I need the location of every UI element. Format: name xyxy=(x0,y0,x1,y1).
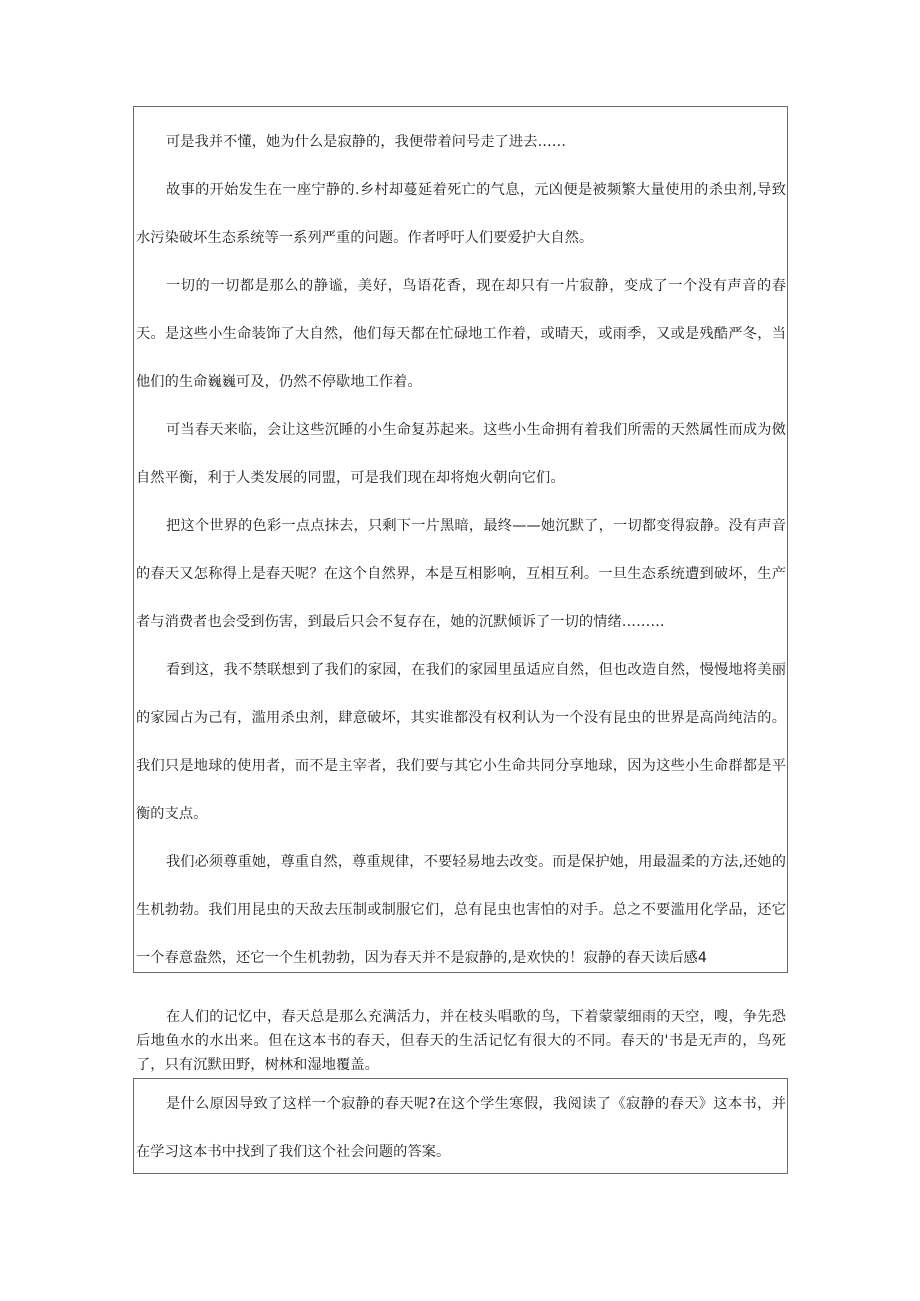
paragraph-7: 我们必须尊重她，尊重自然，尊重规律，不要轻易地去改变。而是保护她，用最温柔的方法,还她的生机勃勃。我们用昆虫的天敌去压制或制服它们，总有昆虫也害怕的对手。总之不要滥用化学品，还它一个春意盎然，还它一个生机勃勃，因为春天并不是寂静的,是欢快的！寂静的春天读后感4 xyxy=(136,854,786,966)
paragraph-3: 一切的一切都是那么的静谧，美好，鸟语花香，现在却只有一片寂静，变成了一个没有声音的春天。是这些小生命装饰了大自然，他们每天都在忙碌地工作着，或晴天，或雨季，又或是残酷严冬，当他们的生命巍巍可及，仍然不停歇地工作着。 xyxy=(136,278,786,390)
paragraph-8: 在人们的记忆中，春天总是那么充满活力，并在枝头唱歌的鸟，下着蒙蒙细雨的天空，嗖，争先恐后地鱼水的水出来。但在这本书的春天，但春天的生活记忆有很大的不同。春天的'书是无声的，鸟死了，只有沉默田野，树林和湿地覆盖。 xyxy=(136,1009,786,1073)
paragraph-9: 是什么原因导致了这样一个寂静的春天呢?在这个学生寒假，我阅读了《寂静的春天》这本书，并在学习这本书中找到了我们这个社会问题的答案。 xyxy=(136,1096,786,1160)
paragraph-2: 故事的开始发生在一座宁静的.乡村却蔓延着死亡的气息，元凶便是被频繁大量使用的杀虫剂,导致水污染破坏生态系统等一系列严重的问题。作者呼吁人们要爱护大自然。 xyxy=(136,182,786,246)
paragraph-6: 看到这，我不禁联想到了我们的家园，在我们的家园里虽适应自然，但也改造自然，慢慢地将美丽的家园占为己有，滥用杀虫剂，肆意破坏，其实谁都没有权利认为一个没有昆虫的世界是高尚纯洁的。我们只是地球的使用者，而不是主宰者，我们要与其它小生命共同分享地球，因为这些小生命群都是平衡的支点。 xyxy=(136,662,786,822)
paragraph-4: 可当春天来临，会让这些沉睡的小生命复苏起来。这些小生命拥有着我们所需的天然属性而成为傚自然平衡，利于人类发展的同盟，可是我们现在却将炮火朝向它们。 xyxy=(136,422,786,486)
paragraph-5: 把这个世界的色彩一点点抹去，只剩下一片黑暗，最终——她沉默了，一切都变得寂静。没有声音的春天又怎称得上是春天呢？在这个自然界，本是互相影响，互相互利。一旦生态系统遭到破坏，生产者与消费者也会受到伤害，到最后只会不复存在，她的沉默倾诉了一切的情绪……… xyxy=(136,518,786,630)
paragraph-1: 可是我并不懂，她为什么是寂静的，我便带着问号走了进去…… xyxy=(166,134,567,150)
